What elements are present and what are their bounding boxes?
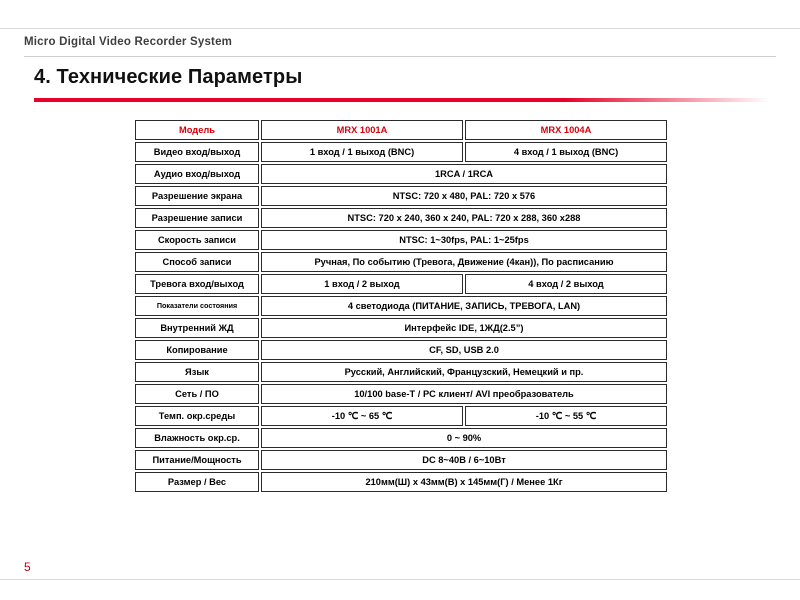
row-label: Язык [135, 362, 259, 382]
row-label: Тревога вход/выход [135, 274, 259, 294]
top-divider [0, 28, 800, 29]
table-row [135, 274, 667, 294]
row-value-shared: 10/100 base-T / PC клиент/ AVI преобразователь [261, 384, 667, 404]
table-row [135, 362, 667, 382]
slide-header-brand: Micro Digital Video Recorder System [24, 36, 233, 48]
table-header-row [135, 120, 667, 140]
row-label: Видео вход/выход [135, 142, 259, 162]
row-value-shared: 1RCA / 1RCA [261, 164, 667, 184]
row-value-shared: 4 светодиода (ПИТАНИЕ, ЗАПИСЬ, ТРЕВОГА, LAN) [261, 296, 667, 316]
row-value-1001a: -10 ℃ ~ 65 ℃ [261, 406, 463, 426]
table-row [135, 472, 667, 492]
row-value-shared: 0 ~ 90% [261, 428, 667, 448]
row-label: Разрешение записи [135, 208, 259, 228]
table-row [135, 208, 667, 228]
row-value-1001a: 1 вход / 2 выход [261, 274, 463, 294]
row-label: Темп. окр.среды [135, 406, 259, 426]
table-row [135, 450, 667, 470]
column-header-mrx1001a: MRX 1001A [261, 120, 463, 140]
row-value-shared: Русский, Английский, Французский, Немецкий и пр. [261, 362, 667, 382]
table-row [135, 406, 667, 426]
row-label: Аудио вход/выход [135, 164, 259, 184]
table-row [135, 186, 667, 206]
row-label: Питание/Мощность [135, 450, 259, 470]
table-row [135, 164, 667, 184]
row-value-1004a: -10 ℃ ~ 55 ℃ [465, 406, 667, 426]
row-value-1004a: 4 вход / 2 выход [465, 274, 667, 294]
row-value-shared: DC 8~40В / 6~10Вт [261, 450, 667, 470]
row-label: Способ записи [135, 252, 259, 272]
table-body [135, 120, 667, 492]
row-value-shared: 210мм(Ш) x 43мм(В) x 145мм(Г) / Менее 1Кг [261, 472, 667, 492]
header-divider [24, 56, 776, 57]
column-header-mrx1004a: MRX 1004A [465, 120, 667, 140]
row-label: Копирование [135, 340, 259, 360]
table-row [135, 340, 667, 360]
row-value-shared: NTSC: 720 x 480, PAL: 720 x 576 [261, 186, 667, 206]
table-row [135, 318, 667, 338]
page-number: 5 [24, 560, 31, 574]
row-value-1001a: 1 вход / 1 выход (BNC) [261, 142, 463, 162]
row-label: Размер / Вес [135, 472, 259, 492]
table-row [135, 296, 667, 316]
row-label: Сеть / ПО [135, 384, 259, 404]
row-value-shared: Интерфейс IDE, 1ЖД(2.5”) [261, 318, 667, 338]
row-label: Показатели состояния [135, 296, 259, 316]
table-row [135, 384, 667, 404]
row-label: Разрешение экрана [135, 186, 259, 206]
row-value-shared: NTSC: 1~30fps, PAL: 1~25fps [261, 230, 667, 250]
table-row [135, 142, 667, 162]
row-value-shared: Ручная, По событию (Тревога, Движение (4кан)), По расписанию [261, 252, 667, 272]
table-row [135, 230, 667, 250]
specifications-table [133, 118, 669, 494]
bottom-divider [0, 579, 800, 580]
row-label: Внутренний ЖД [135, 318, 259, 338]
table-row [135, 428, 667, 448]
row-value-shared: NTSC: 720 x 240, 360 x 240, PAL: 720 x 288, 360 x288 [261, 208, 667, 228]
title-accent-bar [34, 98, 770, 102]
column-header-model: Модель [135, 120, 259, 140]
row-value-1004a: 4 вход / 1 выход (BNC) [465, 142, 667, 162]
page-title: 4. Технические Параметры [34, 66, 303, 88]
row-label: Скорость записи [135, 230, 259, 250]
table-row [135, 252, 667, 272]
row-label: Влажность окр.ср. [135, 428, 259, 448]
row-value-shared: CF, SD, USB 2.0 [261, 340, 667, 360]
